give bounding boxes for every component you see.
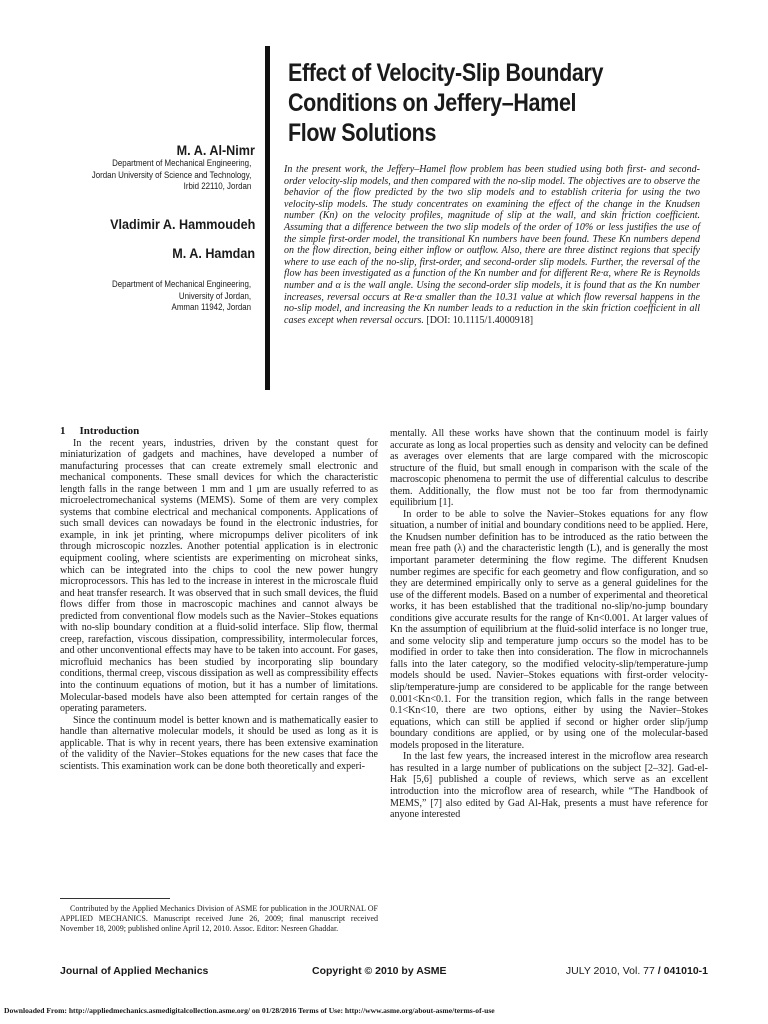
download-notice: Downloaded From: http://appliedmechanics.asmedigitalcollection.asme.org/ on 01/28/2016 Terms of Use: http://www.asme.org/about-asme/terms-of-use: [4, 1006, 495, 1015]
footnote-rule: [60, 898, 170, 899]
abstract-doi: [DOI: 10.1115/1.4000918]: [426, 314, 534, 326]
affiliation-line: Department of Mechanical Engineering,: [111, 279, 251, 289]
title-line-2: Conditions on Jeffery–Hamel: [288, 89, 577, 117]
section-heading: [60, 426, 378, 438]
paragraph: mentally. All these works have shown that the continuum model is fairly accurate as long as local properties such as density and velocity can be defined as averages over elements that are large compared with the microscopic structure of the fluid, but small enough in comparison with the scale of the macroscopic phenomena to permit the use of differential calculus to describe them. Additionally, the flow must not be too far from thermodynamic equilibrium [1].: [390, 428, 708, 509]
body-column-right: [390, 428, 708, 821]
footnote: Contributed by the Applied Mechanics Division of ASME for publication in the JOURNAL OF APPLIED MECHANICS. Manuscript received June 26, 2009; final manuscript received November 18, 2009; published online April 12, 2010. Assoc. Editor: Nesreen Ghaddar.: [60, 904, 378, 933]
section-title: Introduction: [79, 425, 140, 437]
issue-info: JULY 2010, Vol. 77: [565, 965, 655, 977]
article-title: [288, 58, 649, 148]
author-1: M. A. Al-Nimr: [176, 142, 255, 158]
affiliation-line: Irbid 22110, Jordan: [183, 181, 251, 191]
author-1-affiliation: [91, 158, 251, 193]
page-number: 041010-1: [663, 965, 708, 977]
author-2: Vladimir A. Hammoudeh: [109, 216, 255, 232]
issue-and-page: [566, 965, 708, 977]
affiliation-line: Department of Mechanical Engineering,: [111, 158, 251, 168]
section-number: 1: [60, 425, 66, 437]
body-column-left: [60, 426, 378, 772]
affiliation-line: Amman 11942, Jordan: [171, 302, 251, 312]
author-2-3-affiliation: [112, 279, 251, 314]
title-line-3: Flow Solutions: [288, 119, 437, 147]
separator: /: [657, 965, 661, 977]
author-3: M. A. Hamdan: [172, 245, 255, 261]
affiliation-line: Jordan University of Science and Technology,: [91, 169, 251, 180]
paragraph: In the last few years, the increased interest in the microflow area research has resulted in a large number of publications on the subject [2–32]. Gad-el-Hak [5,6] published a couple of reviews, which serve as an excellent introduction into the microflow area of research, while “The Handbook of MEMS,” [7] also edited by Gad Al-Hak, presents a must have reference for anyone interested: [390, 751, 708, 821]
title-line-1: Effect of Velocity-Slip Boundary: [288, 59, 604, 87]
paragraph: Since the continuum model is better known and is mathematically easier to handle than alternative molecular models, it should be used as long as it is applicable. That is why in recent years, there has been extensive examination of the validity of the Navier–Stokes equations for the new cases that face the scientists. This examination work can be done both theoretically and experi-: [60, 714, 378, 772]
abstract-text: In the present work, the Jeffery–Hamel flow problem has been studied using both first- and second-order velocity-slip models, and then compared with the no-slip model. The objectives are to observe the behavior of the flow predicted by the two slip models and to establish criteria for using the two velocity-slip models. The study concentrates on examining the effect of the change in the Knudsen number (Kn) on the velocity profiles, magnitude of slip at the wall, and skin friction coefficient. Assuming that a difference between the two slip models of the order of 10% or less justifies the use of the simple first-order model, the transitional Kn numbers have been found. These Kn numbers depend on the flow direction, being either inflow or outflow. Also, there are three distinct regions that specify where to use each of the no-slip, first-order, and second-order slip models. Further, the reversal of the flow has been investigated as a function of the Kn number and for different Re·α, where Re is Reynolds number and α is the wall angle. Using the second-order slip models, it is found that as the Kn number increases, reversal occurs at Re·α smaller than the 10.31 value at which flow reversal happens in the no-slip model, and increasing the Kn number leads to a reduction in the skin friction coefficient in all cases except when reversal occurs.: [284, 164, 700, 326]
title-divider-bar: [265, 46, 270, 390]
journal-name: Journal of Applied Mechanics: [60, 965, 209, 977]
affiliation-line: University of Jordan,: [178, 290, 251, 301]
paragraph: In the recent years, industries, driven by the constant quest for miniaturization of gadgets and machines, have developed a number of manufacturing processes that can create extremely small electronic and mechanical components. These small devices for which the characteristic length falls in the range between 1 mm and 1 μm are usually referred to as microelectromechanical systems (MEMS). Some of them are very complex systems that combine electrical and mechanical components. Applications of such small devices can nowadays be found in the electronic industries, for example, in ink jet printing, where micropumps deliver picoliters of ink through microscopic nozzles. Another potential application is in electronic equipment cooling, where scientists are experimenting on microheat sinks, which can be integrated into the chips to cool the new power hungry microprocessors. This has led to the increase in interest in the microscale fluid and heat transfer research. It was observed that in such small devices, the fluid flows differ from those in macroscopic machines and cannot always be predicted from conventional flow models such as the Navier–Stokes equations with no-slip boundary condition at a fluid-solid interface. Slip flow, thermal creep, rarefaction, viscous dissipation, compressibility, intermolecular forces, and other unconventional effects may have to be taken into account. For gases, microfluid mechanics has been studied by incorporating slip boundary conditions, thermal creep, viscous dissipation as well as compressibility effects into the continuum equations of motion, but it has a number of limitations. Molecular-based models have also been attempted for certain ranges of the operating parameters.: [60, 437, 378, 715]
copyright: Copyright © 2010 by ASME: [312, 965, 447, 977]
abstract: [284, 164, 700, 326]
paragraph: In order to be able to solve the Navier–Stokes equations for any flow situation, a number of initial and boundary conditions need to be applied. Here, the Knudsen number definition has to be introduced as the ratio between the mean free path (λ) and the characteristic length (L), and is generally the most important parameter determining the flow regime. The different Knudsen number regimes are specific for each geometry and flow configuration, and so they are determined empirically only to serve as a general guidelines for the use of the different models. Based on a number of experimental and theoretical works, it has been established that the traditional no-slip/no-jump boundary conditions give accurate results for the range of Kn<0.001. At larger values of Kn the assumption of equilibrium at the fluid-solid interface is no longer true, and some velocity slip and temperature jump occurs so the model has to be modified in order to take then into consideration. The flow in microchannels falls into the later category, so the modified velocity-slip/temperature-jump models should be used. Navier–Stokes equations with first-order velocity-slip/temperature-jump are considered to be applicable for the range between 0.001<Kn<0.1. For the transition region, which falls in the range between 0.1<Kn<10, there are two options, either by using the Navier–Stokes equations, which can still be applied if second or higher order slip/jump boundary conditions are applied, or by using one of the molecular-based models proposed in the literature.: [390, 508, 708, 751]
